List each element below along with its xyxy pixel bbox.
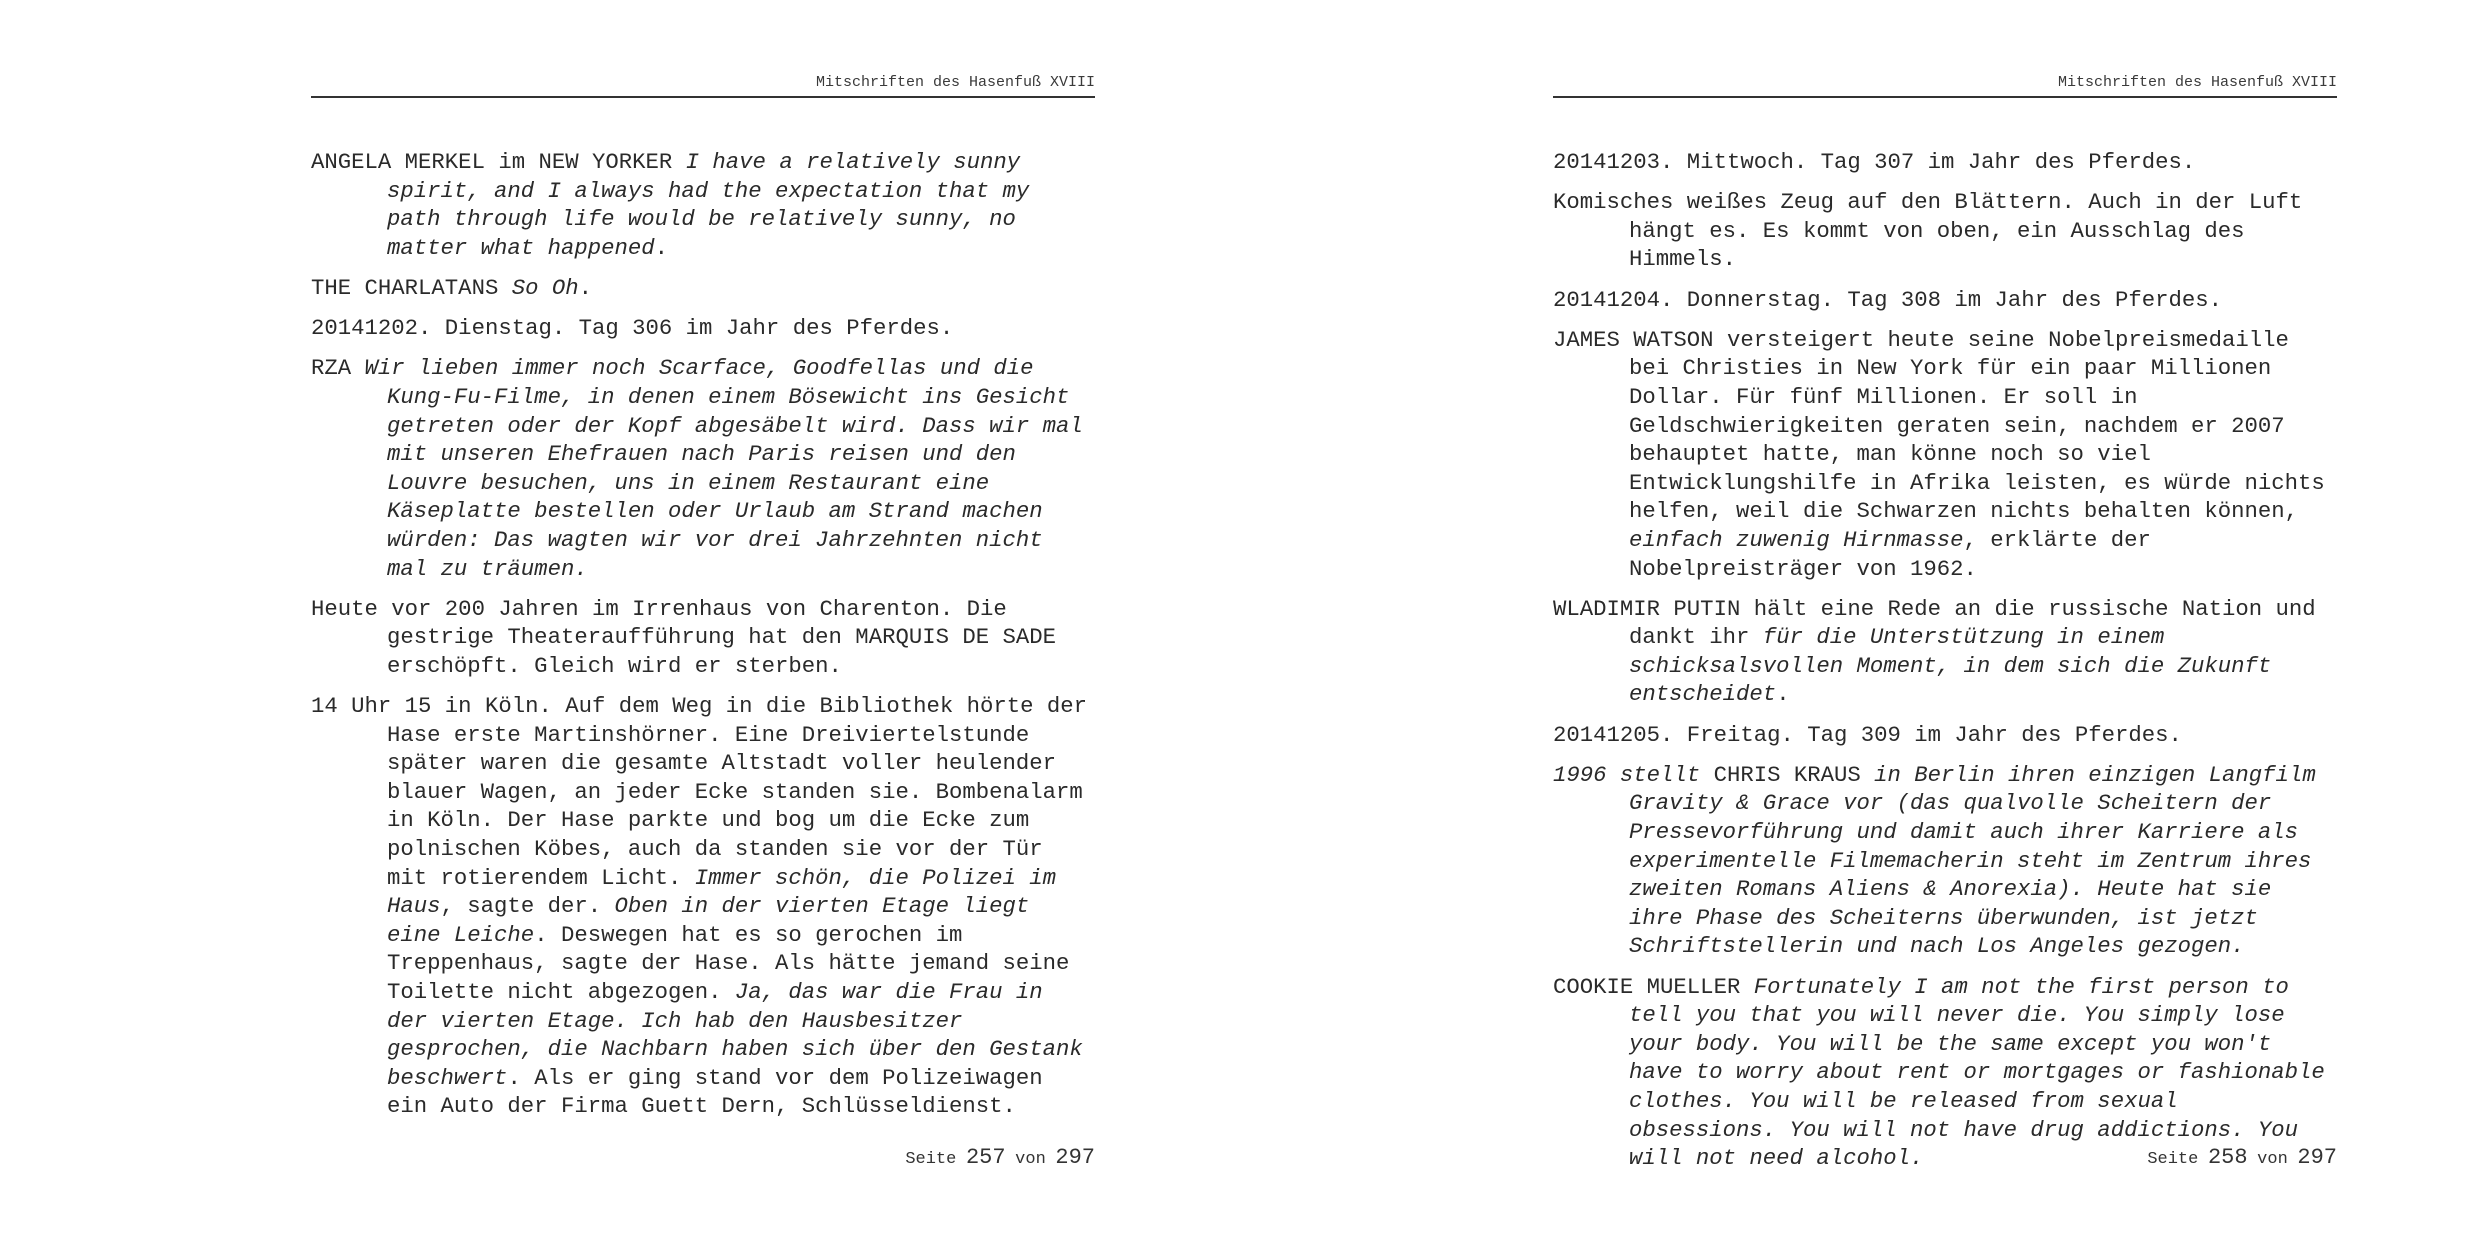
entry-text: COOKIE MUELLER <box>1553 973 1754 1000</box>
page-current: 258 <box>2207 1145 2248 1170</box>
page-total: 297 <box>1055 1145 1095 1170</box>
quote-text: in Berlin ihren einzigen Langfilm Gravity & Grace vor (das qualvolle Scheitern der Pressevorführung und damit auch ihrer Karriere als experimentelle Filmemacherin steht im Zentrum ihres zweiten Romans Aliens & Anorexia). Heute hat sie ihre Phase des Scheiterns überwunden, ist jetzt Schriftstellerin und nach Los Angeles gezogen. <box>1629 761 2316 960</box>
header-rule <box>311 96 1095 98</box>
entry-text: CHRIS KRAUS <box>1713 761 1861 788</box>
quote-text: I have a relatively sunny spirit, and I always had the expectation that my path through life would be relatively sunny, no matter what happened <box>387 149 1030 261</box>
entry-text: . Als er ging stand vor dem Polizeiwagen ein Auto der Firma Guett Dern, Schlüsseldienst. <box>387 1064 1043 1120</box>
quote-text: Wir lieben immer noch Scarface, Goodfellas und die Kung-Fu-Filme, in denen einem Bösewicht ins Gesicht getreten oder der Kopf abgesäbelt wird. Dass wir mal mit unseren Ehefrauen nach Paris reisen und den Louvre besuchen, uns in einem Restaurant eine Käseplatte bestellen oder Urlaub am Strand machen würden: Das wagten wir vor drei Jahrzehnten nicht mal zu träumen. <box>364 355 1083 582</box>
entry-text: RZA <box>311 355 365 382</box>
page-number <box>1553 1144 2337 1174</box>
journal-entry <box>311 354 1095 583</box>
left-page <box>311 0 1101 1240</box>
entry-text: JAMES WATSON versteigert heute seine Nobelpreismedaille bei Christies in New York für ein paar Millionen Dollar. Für fünf Millionen. Er soll in Geldschwierigkeiten geraten sein, nachdem er 2007 behauptet hatte, man könne noch so viel Entwicklungshilfe in Afrika leisten, es würde nichts helfen, weil die Schwarzen nichts behalten können, <box>1553 326 2325 525</box>
entry-text: , erklärte der Nobelpreisträger von 1962. <box>1629 526 2151 582</box>
page-body <box>311 148 1095 1133</box>
page-total: 297 <box>2297 1145 2337 1170</box>
entry-text: 20141202. Dienstag. Tag 306 im Jahr des Pferdes. <box>311 315 954 342</box>
entry-text: Heute vor 200 Jahren im Irrenhaus von Charenton. Die gestrige Theateraufführung hat den MARQUIS DE SADE erschöpft. Gleich wird er sterben. <box>311 595 1057 679</box>
entry-text: 20141205. Freitag. Tag 309 im Jahr des Pferdes. <box>1553 721 2182 748</box>
journal-entry <box>311 274 1095 303</box>
quote-text: Fortunately I am not the first person to tell you that you will never die. You simply lose your body. You will be the same except you won't have to worry about rent or mortgages or fashionable clothes. You will be released from sexual obsessions. You will not have drug addictions. You will not need alcohol. <box>1629 973 2325 1172</box>
entry-text: . <box>654 234 668 261</box>
running-head: Mitschriften des Hasenfuß XVIII <box>815 74 1095 91</box>
quote-text: 1996 stellt <box>1553 761 1714 788</box>
journal-entry <box>1553 326 2337 583</box>
running-head: Mitschriften des Hasenfuß XVIII <box>2057 74 2337 91</box>
entry-text: . Deswegen hat es so gerochen im Treppenhaus, sagte der Hase. Als hätte jemand seine Toilette nicht abgezogen. <box>387 921 1070 1005</box>
page-of-label: von <box>1015 1150 1046 1169</box>
journal-entry <box>1553 148 2337 177</box>
journal-entry <box>1553 188 2337 274</box>
page-label: Seite <box>905 1150 957 1169</box>
entry-text: THE CHARLATANS <box>311 274 512 301</box>
page-current: 257 <box>965 1145 1006 1170</box>
journal-entry <box>311 595 1095 681</box>
quote-text: einfach zuwenig Hirnmasse <box>1629 526 1964 553</box>
entry-text: . <box>1776 681 1790 708</box>
journal-entry <box>1553 721 2337 750</box>
journal-entry <box>1553 761 2337 961</box>
entry-text: Komisches weißes Zeug auf den Blättern. Auch in der Luft hängt es. Es kommt von oben, ein Ausschlag des Himmels. <box>1553 189 2303 273</box>
right-page <box>1553 0 2343 1240</box>
quote-text: So Oh <box>511 274 579 301</box>
journal-entry <box>1553 286 2337 315</box>
journal-entry <box>1553 973 2337 1173</box>
journal-entry <box>1553 595 2337 709</box>
page-body <box>1553 148 2337 1184</box>
entry-text: 20141204. Donnerstag. Tag 308 im Jahr des Pferdes. <box>1553 286 2223 313</box>
page-number <box>311 1144 1095 1174</box>
entry-text: ANGELA MERKEL im NEW YORKER <box>311 149 686 175</box>
entry-text: 20141203. Mittwoch. Tag 307 im Jahr des Pferdes. <box>1553 149 2196 175</box>
quote-text: Ja, das war die Frau in der vierten Etage. Ich hab den Hausbesitzer gesprochen, die Nachbarn haben sich über den Gestank beschwert <box>387 979 1083 1091</box>
quote-text: für die Unterstützung in einem schicksalsvollen Moment, in dem sich die Zukunft entscheidet <box>1629 624 2272 708</box>
journal-entry <box>311 314 1095 343</box>
quote-text: Oben in der vierten Etage liegt eine Leiche <box>387 893 1030 948</box>
entry-text: , sagte der. <box>440 893 615 920</box>
journal-entry <box>311 148 1095 262</box>
header-rule <box>1553 96 2337 98</box>
page-label: Seite <box>2147 1150 2199 1169</box>
quote-text: Immer schön, die Polizei im Haus <box>387 864 1057 920</box>
page-of-label: von <box>2257 1150 2288 1169</box>
entry-text: WLADIMIR PUTIN hält eine Rede an die russische Nation und dankt ihr <box>1553 595 2316 651</box>
entry-text: . <box>578 274 593 301</box>
journal-entry <box>311 692 1095 1121</box>
entry-text: 14 Uhr 15 in Köln. Auf dem Weg in die Bibliothek hörte der Hase erste Martinshörner. Eine Dreiviertelstunde später waren die gesamte Altstadt voller heulender blauer Wagen, an jeder Ecke standen sie. Bombenalarm in Köln. Der Hase parkte und bog um die Ecke zum polnischen Köbes, auch da standen sie vor der Tür mit rotierendem Licht. <box>311 693 1088 891</box>
